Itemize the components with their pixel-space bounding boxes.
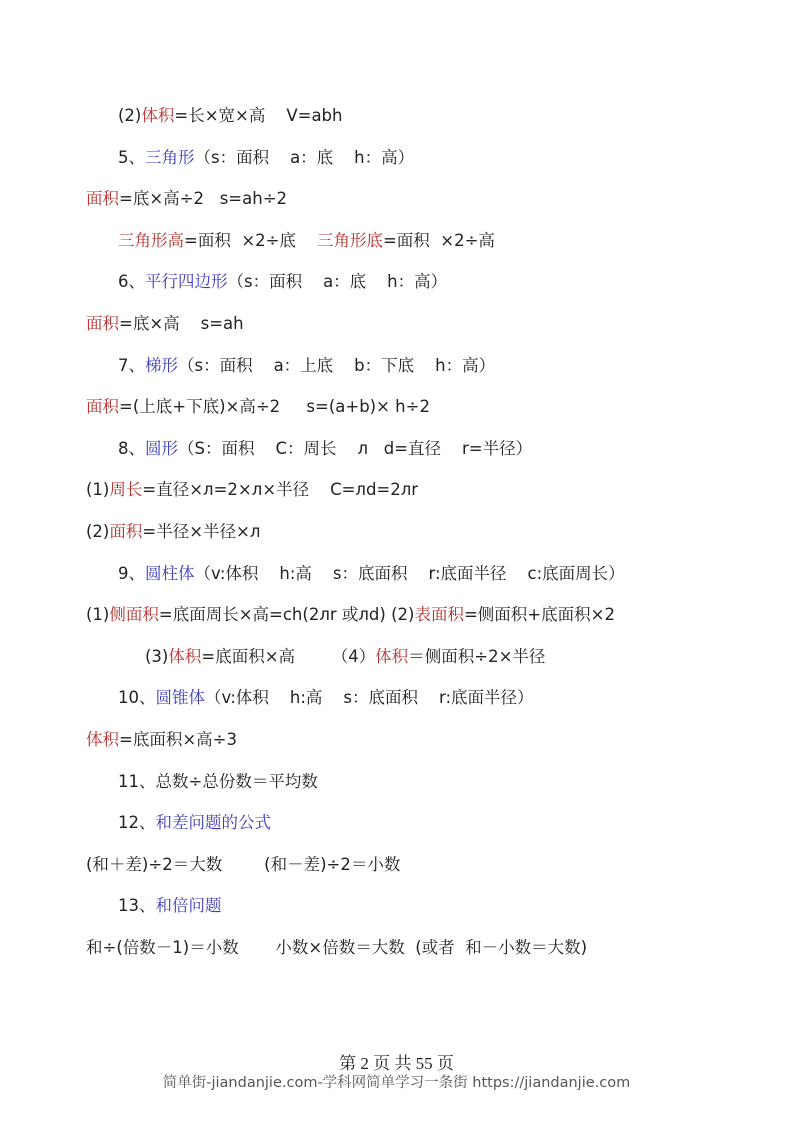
formula-text: =(上底+下底)×高÷2 s=(a+b)× h÷2: [119, 397, 430, 417]
highlight-term: 面积: [109, 522, 143, 541]
highlight-term: 表面积: [414, 605, 464, 625]
formula-line: [118, 439, 532, 459]
formula-text: (和＋差)÷2＝大数 (和－差)÷2＝小数: [86, 854, 401, 874]
formula-text: （s：面积 a：底 h：高）: [227, 272, 448, 292]
formula-text: (3): [145, 646, 169, 666]
highlight-term: 体积: [141, 106, 175, 125]
section-title: 三角形: [145, 147, 195, 167]
section-title: 和差问题的公式: [155, 813, 271, 833]
highlight-term: 三角形高: [118, 230, 184, 250]
formula-text: 8、: [118, 438, 145, 458]
formula-text: （s：面积 a：底 h：高）: [194, 147, 415, 167]
formula-line: [118, 356, 495, 376]
section-title: 圆形: [145, 438, 178, 458]
formula-line: [118, 106, 343, 126]
formula-text: (1): [86, 480, 110, 500]
highlight-term: 三角形底: [316, 230, 383, 250]
formula-text: =侧面积+底面积×2: [463, 605, 615, 625]
formula-line: [86, 314, 244, 334]
section-title: 圆柱体: [145, 563, 195, 583]
formula-text: =长×宽×高 V=abh: [174, 106, 343, 125]
watermark-text: 简单街-jiandanjie.com-学科网简单学习一条街 https://jiandanjie.com: [162, 1075, 631, 1091]
formula-text: =底面周长×高=ch(2лr 或лd) (2): [158, 605, 415, 625]
formula-text: （v:体积 h:高 s：底面积 r:底面半径）: [205, 688, 534, 708]
formula-text: （s：面积 a：上底 b：下底 h：高）: [178, 355, 496, 375]
formula-text: =半径×半径×л: [142, 522, 261, 541]
formula-line: [86, 397, 430, 417]
formula-text: 12、: [118, 813, 156, 833]
formula-text: 6、: [118, 272, 145, 292]
formula-text: (1): [86, 605, 110, 625]
section-title: 平行四边形: [145, 272, 228, 292]
formula-text: （v:体积 h:高 s：底面积 r:底面半径 c:底面周长）: [194, 563, 625, 583]
highlight-term: 侧面积: [109, 605, 159, 625]
formula-line: [118, 148, 414, 168]
formula-text: (2): [118, 106, 142, 125]
formula-text: 10、: [118, 688, 156, 708]
section-title: 梯形: [145, 355, 178, 375]
highlight-term: 面积: [86, 189, 119, 209]
highlight-term: 周长: [109, 480, 143, 500]
formula-text: (2): [86, 522, 110, 541]
formula-text: 9、: [118, 563, 145, 583]
formula-text: =底×高 s=ah: [119, 314, 244, 333]
formula-line: [118, 564, 625, 584]
formula-line: [86, 189, 287, 209]
formula-text: =面积 ×2÷高: [382, 230, 495, 250]
formula-text: ＝侧面积÷2×半径: [408, 646, 546, 666]
highlight-term: 体积: [86, 730, 119, 749]
page-number: 第 2 页 共 55 页: [339, 1054, 454, 1073]
formula-line: [86, 855, 400, 875]
formula-line: [86, 938, 587, 958]
formula-line: [118, 231, 495, 251]
formula-text: 和÷(倍数－1)＝小数 小数×倍数＝大数 (或者 和－小数＝大数): [86, 938, 588, 957]
section-title: 和倍问题: [155, 896, 222, 916]
formula-text: =底面积×高÷3: [119, 730, 237, 749]
formula-text: =底×高÷2 s=ah÷2: [119, 189, 288, 209]
formula-line: [86, 730, 237, 750]
formula-text: =直径×л=2×л×半径 C=лd=2лr: [142, 480, 419, 500]
highlight-term: 面积: [86, 314, 119, 333]
formula-text: 7、: [118, 355, 145, 375]
formula-line: [118, 772, 318, 792]
formula-line: [145, 647, 545, 667]
formula-text: （S：面积 C：周长 л d=直径 r=半径）: [178, 438, 533, 458]
formula-text: 13、: [118, 896, 156, 916]
highlight-term: 体积: [168, 646, 202, 666]
formula-line: [118, 813, 271, 833]
formula-text: 11、总数÷总份数＝平均数: [118, 771, 318, 791]
formula-line: [86, 480, 418, 500]
formula-line: [118, 688, 534, 708]
formula-text: =面积 ×2÷底: [184, 230, 317, 250]
formula-text: =底面积×高 （4）: [201, 646, 376, 666]
formula-text: 5、: [118, 147, 145, 167]
formula-line: [118, 896, 222, 916]
formula-line: [118, 272, 447, 292]
section-title: 圆锥体: [155, 688, 205, 708]
highlight-term: 体积: [375, 646, 409, 666]
formula-line: [86, 605, 615, 625]
formula-line: [86, 522, 260, 542]
highlight-term: 面积: [86, 397, 119, 417]
